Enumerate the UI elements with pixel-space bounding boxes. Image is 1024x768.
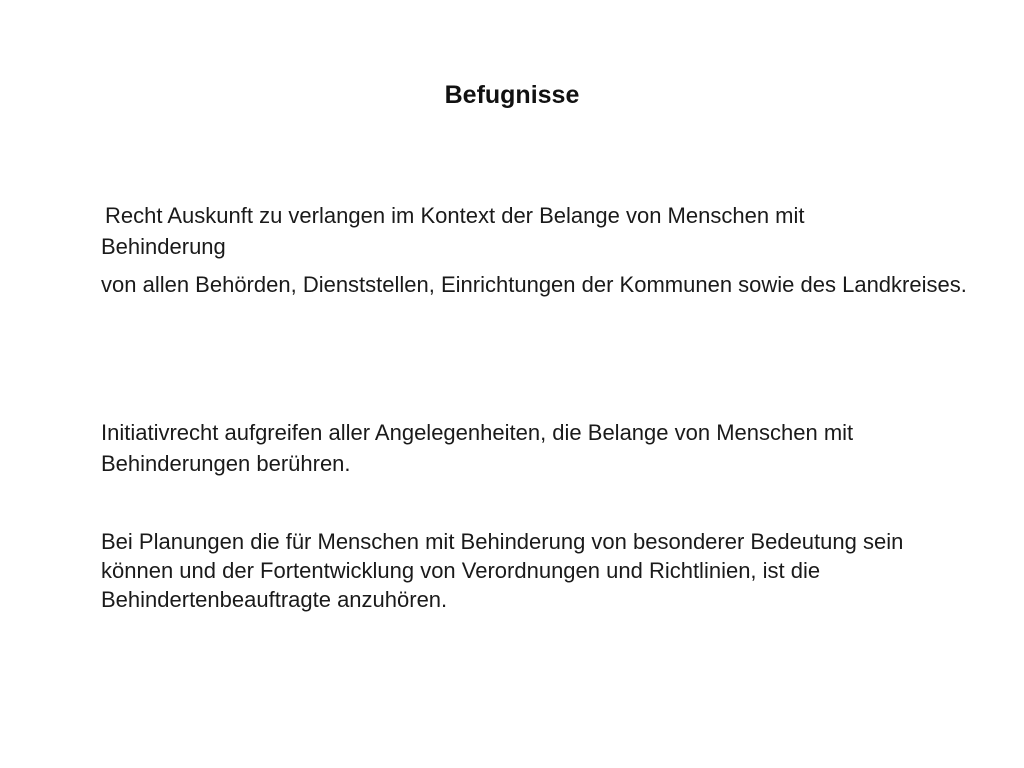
paragraph-initiativrecht: Initiativrecht aufgreifen aller Angelegenheiten, die Belange von Menschen mit Behinderungen berühren. bbox=[101, 420, 854, 476]
paragraph-auskunftsrecht-line-2: Behinderung bbox=[101, 234, 226, 259]
slide-title: Befugnisse bbox=[444, 81, 580, 109]
paragraph-planungen: Bei Planungen die für Menschen mit Behinderung von besonderer Bedeutung sein können und der Fortentwicklung von Verordnungen und Richtlinien, ist die Behindertenbeauftragte anzuhören. bbox=[101, 529, 904, 612]
paragraph-auskunftsrecht bbox=[101, 200, 971, 262]
paragraph-behoerden: von allen Behörden, Dienststellen, Einrichtungen der Kommunen sowie des Landkreises. bbox=[101, 272, 967, 297]
paragraph-auskunftsrecht-line-1: Recht Auskunft zu verlangen im Kontext der Belange von Menschen mit bbox=[105, 203, 805, 228]
